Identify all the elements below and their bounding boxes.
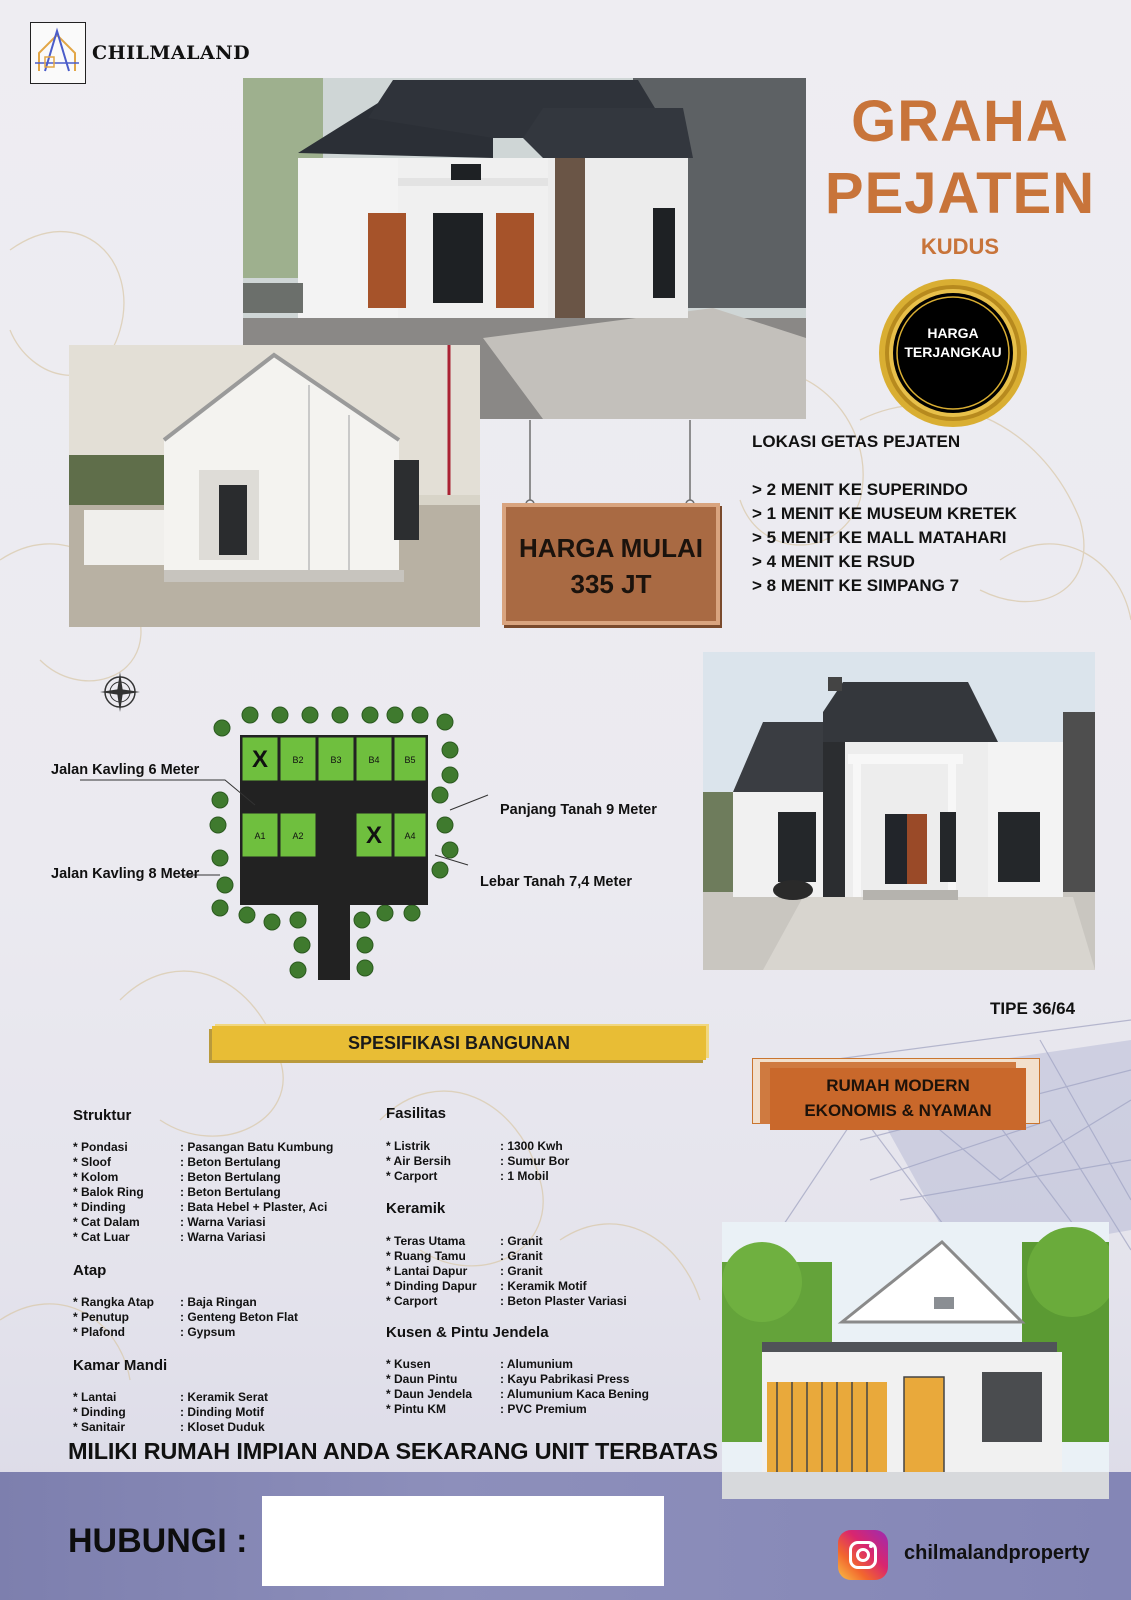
callout-length: Panjang Tanah 9 Meter [500, 802, 657, 818]
spec-value: : 1 Mobil [500, 1169, 549, 1183]
spec-row [73, 1295, 257, 1309]
spec-value: : Keramik Motif [500, 1279, 587, 1293]
price-sign [502, 503, 720, 625]
house-type: TIPE 36/64 [990, 999, 1076, 1018]
callout-width: Lebar Tanah 7,4 Meter [480, 874, 633, 890]
spec-row [386, 1264, 543, 1278]
spec-row [386, 1139, 563, 1153]
spec-value: : Alumunium [500, 1357, 573, 1371]
spec-row [386, 1402, 587, 1416]
spec-key: * Cat Dalam [73, 1215, 140, 1229]
spec-heading: Kamar Mandi [73, 1357, 168, 1374]
spec-key: * Cat Luar [73, 1230, 130, 1244]
location-item: > 1 MENIT KE MUSEUM KRETEK [752, 504, 1017, 523]
location-item: > 4 MENIT KE RSUD [752, 552, 915, 571]
spec-banner [212, 1026, 706, 1060]
location-item: > 2 MENIT KE SUPERINDO [752, 480, 968, 499]
spec-row [73, 1325, 235, 1339]
lot-label: A1 [254, 831, 266, 841]
spec-value: : Dinding Motif [180, 1405, 264, 1419]
spec-row [73, 1230, 266, 1244]
spec-key: * Air Bersih [386, 1154, 451, 1168]
spec-row [386, 1234, 543, 1248]
spec-key: * Dinding Dapur [386, 1279, 477, 1293]
contact-info-box [262, 1496, 664, 1586]
spec-row [73, 1215, 266, 1229]
spec-key: * Balok Ring [73, 1185, 144, 1199]
spec-row [73, 1170, 281, 1184]
spec-value: : Kloset Duduk [180, 1420, 265, 1434]
lot-label: A2 [292, 831, 304, 841]
spec-value: : Granit [500, 1234, 543, 1248]
spec-key: * Sloof [73, 1155, 111, 1169]
spec-value: : Beton Plaster Variasi [500, 1294, 627, 1308]
instagram-icon[interactable] [838, 1530, 888, 1580]
lot-label: B3 [330, 755, 342, 765]
lot-label: B4 [368, 755, 380, 765]
spec-row [73, 1405, 264, 1419]
spec-value: : Bata Hebel + Plaster, Aci [180, 1200, 328, 1214]
spec-key: * Kolom [73, 1170, 119, 1184]
spec-row [386, 1154, 569, 1168]
spec-row [73, 1420, 265, 1434]
spec-row [386, 1357, 573, 1371]
spec-key: * Penutup [73, 1310, 129, 1324]
spec-key: * Dinding [73, 1200, 126, 1214]
spec-row [386, 1279, 587, 1293]
spec-row [73, 1140, 333, 1154]
spec-value: : Keramik Serat [180, 1390, 269, 1404]
spec-key: * Lantai Dapur [386, 1264, 468, 1278]
spec-key: * Ruang Tamu [386, 1249, 466, 1263]
title-graha: GRAHA [851, 89, 1069, 154]
tagline-line1: RUMAH MODERN [826, 1076, 970, 1095]
lot-label: X [251, 746, 269, 773]
spec-value: : Baja Ringan [180, 1295, 257, 1309]
brand-logo [30, 22, 86, 84]
spec-key: * Kusen [386, 1357, 431, 1371]
location-title: LOKASI GETAS PEJATEN [752, 432, 961, 451]
spec-row [386, 1294, 627, 1308]
spec-key: * Sanitair [73, 1420, 126, 1434]
spec-key: * Daun Pintu [386, 1372, 458, 1386]
spec-value: : Warna Variasi [180, 1230, 266, 1244]
spec-heading: Atap [73, 1262, 107, 1279]
spec-key: * Carport [386, 1294, 438, 1308]
spec-value: : Warna Variasi [180, 1215, 266, 1229]
house-logo-icon [31, 23, 84, 82]
price-sign-line1: HARGA MULAI [519, 533, 703, 563]
location-item: > 8 MENIT KE SIMPANG 7 [752, 576, 960, 595]
spec-value: : Genteng Beton Flat [180, 1310, 298, 1324]
house-render [722, 1222, 1109, 1499]
house-photo-side [69, 345, 480, 627]
spec-row [73, 1155, 281, 1169]
spec-key: * Pintu KM [386, 1402, 446, 1416]
spec-value: : Beton Bertulang [180, 1185, 281, 1199]
badge-line1: HARGA [927, 325, 979, 341]
spec-heading: Fasilitas [386, 1105, 447, 1122]
spec-key: * Teras Utama [386, 1234, 466, 1248]
spec-heading: Struktur [73, 1107, 132, 1124]
spec-value: : 1300 Kwh [500, 1139, 563, 1153]
spec-row [73, 1310, 298, 1324]
callout-road-6m: Jalan Kavling 6 Meter [51, 762, 200, 778]
house-photo-modern [703, 652, 1095, 970]
tagline-banner [770, 1068, 1026, 1130]
spec-row [73, 1200, 327, 1214]
spec-title: SPESIFIKASI BANGUNAN [347, 1033, 571, 1053]
sign-strings [500, 420, 720, 510]
call-to-action: MILIKI RUMAH IMPIAN ANDA SEKARANG UNIT TERBATAS [68, 1438, 718, 1464]
spec-row [73, 1185, 281, 1199]
spec-value: : Alumunium Kaca Bening [500, 1387, 649, 1401]
spec-value: : Gypsum [180, 1325, 236, 1339]
callout-road-8m: Jalan Kavling 8 Meter [51, 866, 200, 882]
compass-icon [100, 672, 140, 712]
spec-row [386, 1169, 549, 1183]
lot-label: B5 [404, 755, 416, 765]
site-plan [40, 660, 680, 1000]
spec-row [386, 1249, 543, 1263]
location-item: > 5 MENIT KE MALL MATAHARI [752, 528, 1007, 547]
title-pejaten: PEJATEN [824, 161, 1096, 226]
spec-key: * Carport [386, 1169, 438, 1183]
spec-key: * Listrik [386, 1139, 431, 1153]
spec-value: : PVC Premium [500, 1402, 587, 1416]
spec-heading: Kusen & Pintu Jendela [386, 1324, 549, 1341]
spec-heading: Keramik [386, 1200, 446, 1217]
spec-value: : Beton Bertulang [180, 1155, 281, 1169]
spec-key: * Plafond [73, 1325, 126, 1339]
badge-line2: TERJANGKAU [904, 344, 1002, 360]
brand-name: CHILMALAND [92, 42, 251, 64]
price-sign-line2: 335 JT [570, 569, 652, 599]
tagline-line2: EKONOMIS & NYAMAN [804, 1101, 992, 1120]
spec-key: * Lantai [73, 1390, 117, 1404]
spec-value: : Beton Bertulang [180, 1170, 281, 1184]
affordable-price-badge [878, 278, 1028, 428]
lot-label: X [365, 822, 383, 849]
spec-value: : Granit [500, 1249, 543, 1263]
spec-value: : Granit [500, 1264, 543, 1278]
spec-row [386, 1372, 629, 1386]
lot-label: B2 [292, 755, 304, 765]
spec-row [73, 1390, 268, 1404]
spec-key: * Pondasi [73, 1140, 128, 1154]
spec-key: * Dinding [73, 1405, 126, 1419]
spec-row [386, 1387, 649, 1401]
spec-value: : Pasangan Batu Kumbung [180, 1140, 334, 1154]
lot-label: A4 [404, 831, 416, 841]
contact-label: HUBUNGI : [68, 1522, 248, 1560]
title-city: KUDUS [920, 234, 1000, 259]
spec-key: * Rangka Atap [73, 1295, 154, 1309]
instagram-handle[interactable]: chilmalandproperty [904, 1542, 1090, 1564]
spec-value: : Sumur Bor [500, 1154, 570, 1168]
spec-key: * Daun Jendela [386, 1387, 473, 1401]
spec-value: : Kayu Pabrikasi Press [500, 1372, 630, 1386]
